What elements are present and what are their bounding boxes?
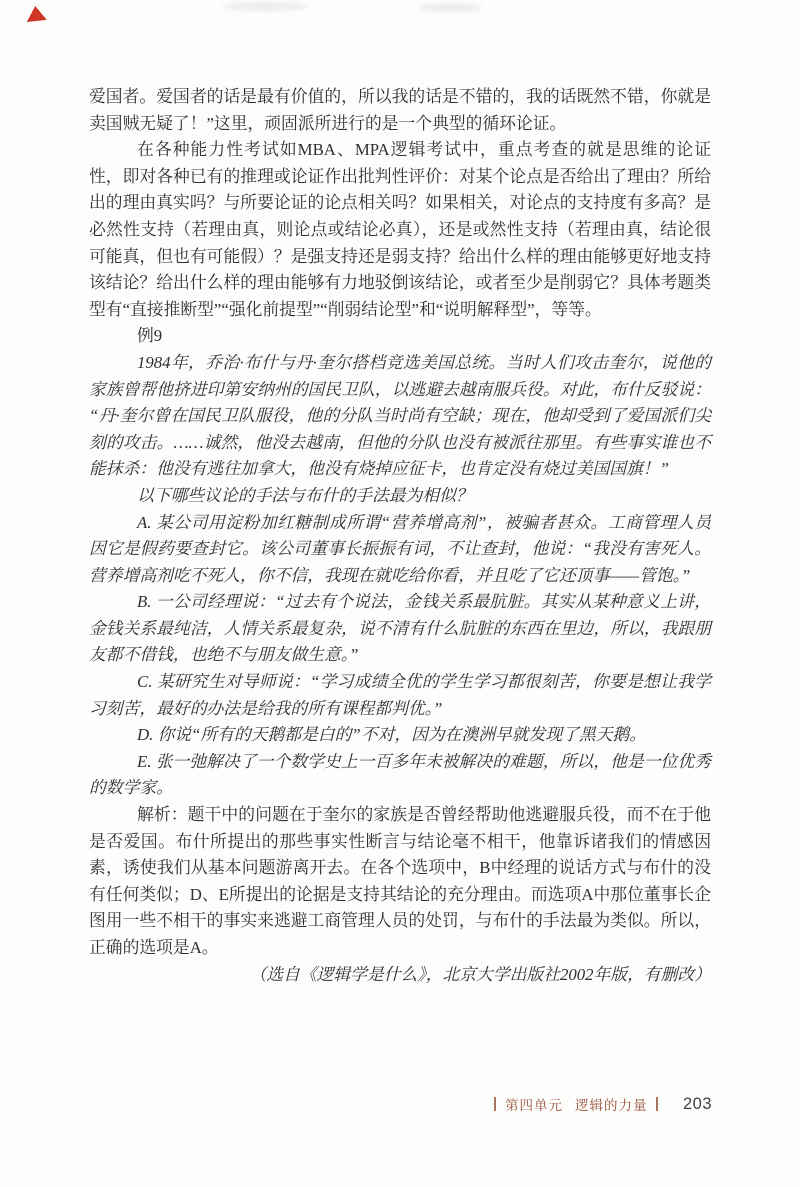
- page-text-block: [89, 84, 711, 988]
- corner-triangle-icon: [25, 5, 46, 22]
- option-e: E. 张一弛解决了一个数学史上一百多年未被解决的难题，所以，他是一位优秀的数学家。: [89, 751, 711, 798]
- footer-unit-label: 第四单元: [504, 1098, 563, 1113]
- footer-section-title: 逻辑的力量: [574, 1098, 648, 1113]
- attribution-line: （选自《逻辑学是什么》，北京大学出版社2002年版，有删改）: [249, 964, 711, 984]
- option-c: C. 某研究生对导师说：“学习成绩全优的学生学习都很刻苦，你要是想让我学习刻苦，最好的办法是给我的所有课程都判优。”: [89, 672, 711, 718]
- option-a: A. 某公司用淀粉加红糖制成所谓“营养增高剂”，被骗者甚众。工商管理人员因它是假药要查封它。该公司董事长振振有词，不让查封，他说：“我没有害死人。营养增高剂吃不死人，你不信，我现在就吃给你看，并且吃了它还顶事——管饱。”: [89, 512, 711, 585]
- footer-divider: [656, 1097, 658, 1111]
- scan-artifact: [222, 2, 308, 11]
- example-question: 以下哪些议论的手法与布什的手法最为相似？: [137, 485, 473, 505]
- option-b: B. 一公司经理说：“过去有个说法，金钱关系最肮脏。其实从某种意义上讲，金钱关系最纯洁，人情关系最复杂，说不清有什么肮脏的东西在里边，所以，我跟朋友都不借钱，也绝不与朋友做生意。”: [89, 592, 711, 665]
- scan-artifact: [420, 3, 482, 12]
- analysis-paragraph: 解析：题干中的问题在于奎尔的家族是否曾经帮助他逃避服兵役，而不在于他是否爱国。布什所提出的那些事实性断言与结论毫不相干，他靠诉诸我们的情感因素，诱使我们从基本问题游离开去。在各个选项中，B中经理的说话方式与布什的没有任何类似；D、E所提出的论据是支持其结论的充分理由。而选项A中那位董事长企图用一些不相干的事实来逃避工商管理人员的处罚，与布什的手法最为类似。所以，正确的选项是A。: [89, 805, 711, 957]
- page-number: 203: [682, 1094, 712, 1113]
- paragraph-exam-overview: 在各种能力性考试如MBA、MPA逻辑考试中，重点考查的就是思维的论证性，即对各种已有的推理或论证作出批判性评价：对某个论点是否给出了理由？所给出的理由真实吗？与所要论证的论点相关吗？如果相关，对论点的支持度有多高？是必然性支持（若理由真，则论点或结论必真），还是或然性支持（若理由真，结论很可能真，但也有可能假）？是强支持还是弱支持？给出什么样的理由能够更好地支持该结论？给出什么样的理由能够有力地驳倒该结论，或者至少是削弱它？具体考题类型有“直接推断型”“强化前提型”“削弱结论型”和“说明解释型”，等等。: [89, 140, 711, 319]
- example-label: 例9: [137, 326, 163, 346]
- paragraph-circular-argument: 爱国者。爱国者的话是最有价值的，所以我的话是不错的，我的话既然不错，你就是卖国贼无疑了！”这里，顽固派所进行的是一个典型的循环论证。: [89, 87, 711, 133]
- page-footer: [485, 1093, 712, 1115]
- footer-divider: [494, 1097, 496, 1111]
- example-body: 1984年，乔治·布什与丹·奎尔搭档竞选美国总统。当时人们攻击奎尔，说他的家族曾帮他挤进印第安纳州的国民卫队，以逃避去越南服兵役。对此，布什反驳说：“丹·奎尔曾在国民卫队服役，他的分队当时尚有空缺；现在，他却受到了爱国派们尖刻的攻击。……诚然，他没去越南，但他的分队也没有被派往那里。有些事实谁也不能抹杀：他没有逃往加拿大，他没有烧掉应征卡，也肯定没有烧过美国国旗！”: [89, 352, 711, 479]
- option-d: D. 你说“所有的天鹅都是白的”不对，因为在澳洲早就发现了黑天鹅。: [137, 725, 647, 745]
